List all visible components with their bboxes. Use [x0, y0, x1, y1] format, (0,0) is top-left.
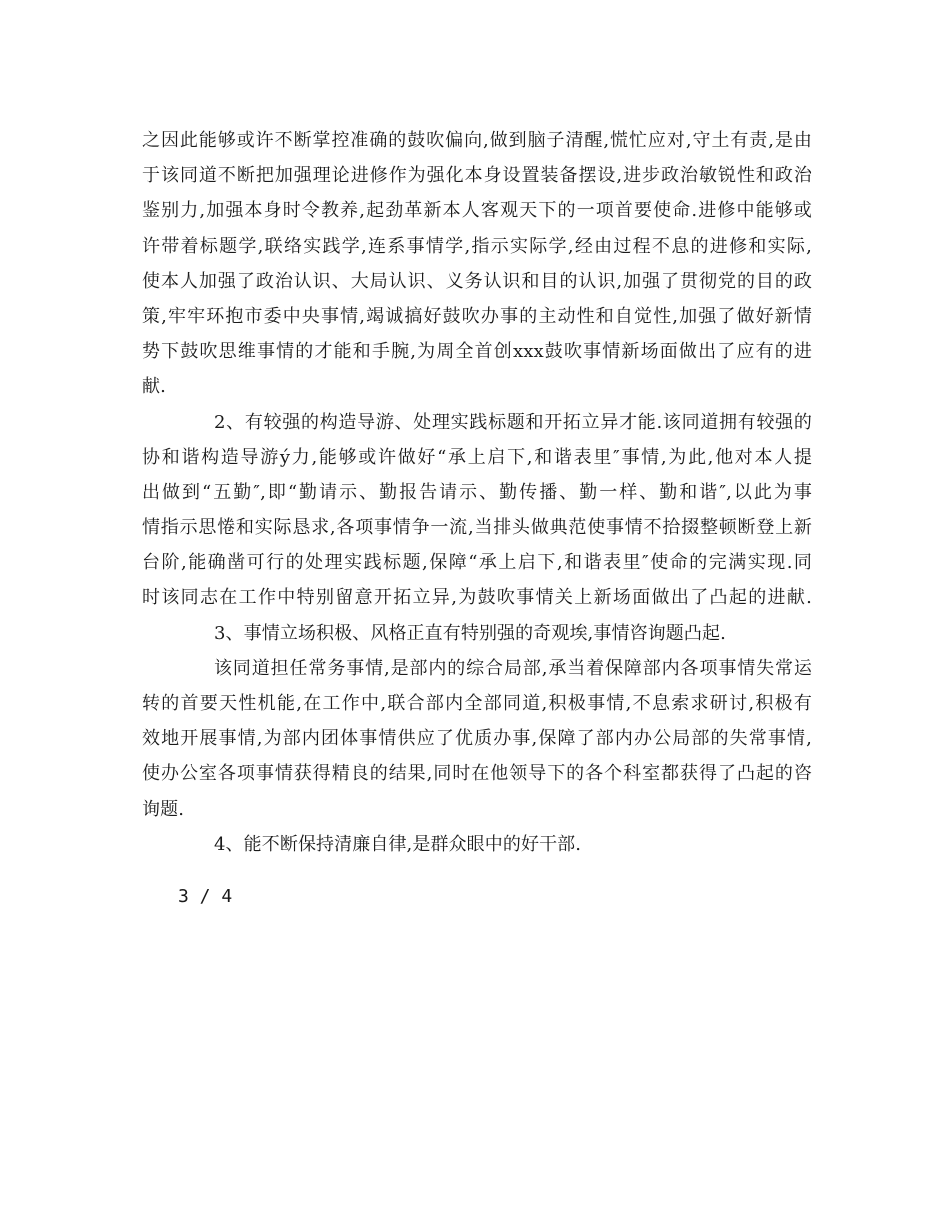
- text-line: 效地开展事情,为部内团体事情供应了优质办事,保障了部内办公局部的失常事情,: [142, 728, 812, 750]
- text-line: 鉴别力,加强本身时令教养,起劲革新本人客观天下的一项首要使命.进修中能够或: [142, 200, 812, 222]
- text-line: 询题.: [142, 798, 185, 820]
- paragraph: [142, 651, 812, 827]
- paragraph: [142, 827, 812, 862]
- text-line: 许带着标题学,联络实践学,连系事情学,指示实际学,经由过程不息的进修和实际,: [142, 235, 812, 257]
- text-line: 于该同道不断把加强理论进修作为强化本身设置装备摆设,进步政治敏锐性和政治: [142, 165, 812, 187]
- text-line: 转的首要天性机能,在工作中,联合部内全部同道,积极事情,不息索求研讨,积极有: [142, 693, 812, 714]
- text-line: 使办公室各项事情获得精良的结果,同时在他领导下的各个科室都获得了凸起的咨: [142, 763, 812, 785]
- text-line: 之因此能够或许不断掌控准确的鼓吹偏向,做到脑子清醒,慌忙应对,守土有责,是由: [142, 130, 812, 151]
- text-line: 使本人加强了政治认识、大局认识、义务认识和目的认识,加强了贯彻党的目的政: [142, 270, 812, 292]
- text-line: 出做到“五勤″,即“勤请示、勤报告请示、勤传播、勤一样、勤和谐″,以此为事: [142, 481, 812, 503]
- paragraph: [142, 405, 812, 616]
- text-line: 2、有较强的构造导游、处理实践标题和开拓立异才能.该同道拥有较强的: [214, 411, 812, 433]
- text-line: 献.: [142, 376, 166, 398]
- text-line: 4、能不断保持清廉自律,是群众眼中的好干部.: [214, 833, 582, 855]
- text-line: 时该同志在工作中特别留意开拓立异,为鼓吹事情关上新场面做出了凸起的进献.: [142, 587, 812, 609]
- page-number: 3 / 4: [178, 886, 233, 907]
- text-line: 台阶,能确凿可行的处理实践标题,保障“承上启下,和谐表里″使命的完满实现.同: [142, 552, 812, 574]
- text-line: 该同道担任常务事情,是部内的综合局部,承当着保障部内各项事情失常运: [214, 657, 812, 679]
- text-line: 势下鼓吹思维事情的才能和手腕,为周全首创xxx鼓吹事情新场面做出了应有的进: [142, 341, 812, 363]
- text-line: 策,牢牢环抱市委中央事情,竭诚搞好鼓吹办事的主动性和自觉性,加强了做好新情: [142, 305, 812, 327]
- text-line: 协和谐构造导游ý力,能够或许做好“承上启下,和谐表里″事情,为此,他对本人提: [142, 446, 812, 468]
- paragraph: [142, 123, 812, 405]
- text-line: 3、事情立场积极、风格正直有特别强的奇观埃,事情咨询题凸起.: [214, 622, 726, 644]
- paragraph: [142, 616, 812, 651]
- text-line: 情指示思惓和实际恳求,各项事情争一流,当排头做典范使事情不拾掇整顿断登上新: [142, 517, 812, 539]
- document-body: [142, 123, 812, 862]
